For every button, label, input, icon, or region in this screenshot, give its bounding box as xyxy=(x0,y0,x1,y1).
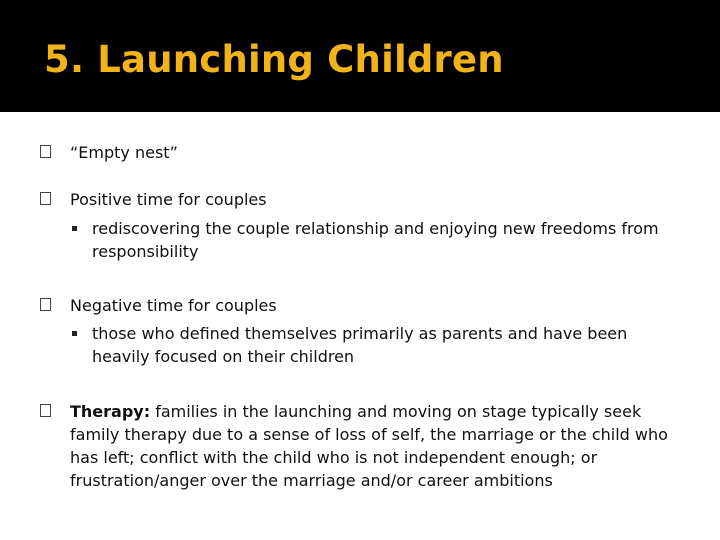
therapy-lead: Therapy: xyxy=(70,402,151,421)
sub-bullet-text: rediscovering the couple relationship and enjoying new freedoms from responsibility xyxy=(92,219,659,261)
bullet-text: Positive time for couples xyxy=(70,190,267,209)
box-bullet-icon xyxy=(40,404,51,417)
bullet-text-therapy xyxy=(70,400,690,492)
bullet-text: Negative time for couples xyxy=(70,296,277,315)
therapy-body: families in the launching and moving on stage typically seek family therapy due to a sense of loss of self, the marriage or the child who has left; conflict with the child who is not independent enough; or frustration/anger over the marriage and/or career ambitions xyxy=(70,402,668,490)
square-bullet-icon xyxy=(72,331,77,336)
slide-title: 5. Launching Children xyxy=(44,38,504,81)
square-bullet-icon xyxy=(72,226,77,231)
box-bullet-icon xyxy=(40,145,51,158)
sub-bullet-text: those who defined themselves primarily as parents and have been heavily focused on their children xyxy=(92,324,628,366)
bullet-text: “Empty nest” xyxy=(70,143,178,162)
box-bullet-icon xyxy=(40,192,51,205)
box-bullet-icon xyxy=(40,298,51,311)
